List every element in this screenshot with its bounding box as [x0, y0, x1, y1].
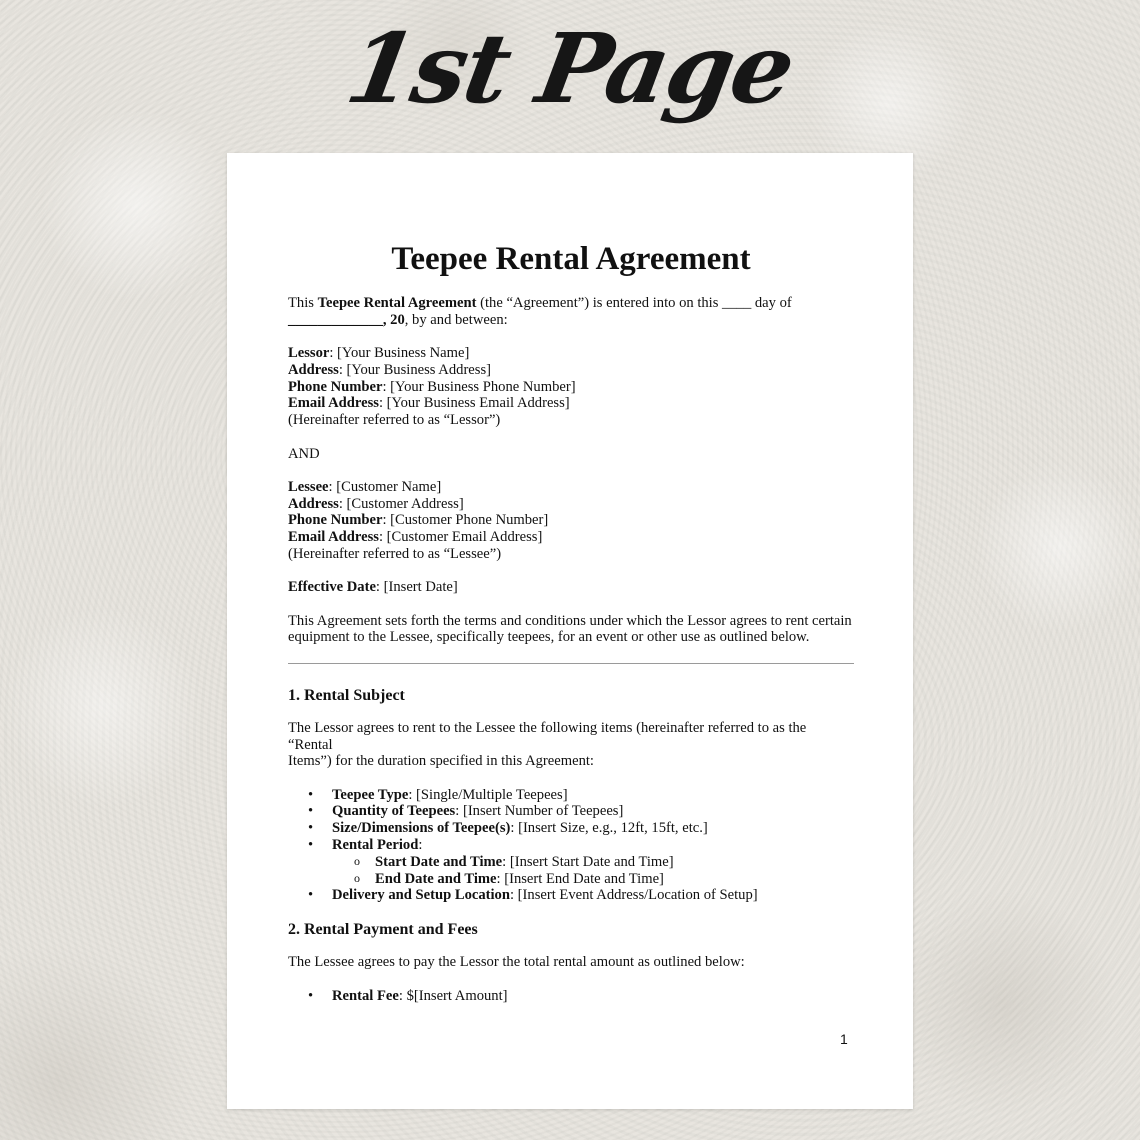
rental-period-sublist	[332, 854, 854, 888]
intro-paragraph: This Teepee Rental Agreement (the “Agreement”) is entered into on this ____ day of _____________, 20, by and between:	[288, 295, 792, 328]
purpose-paragraph: This Agreement sets forth the terms and conditions under which the Lessor agrees to rent certain equipment to the Lessee, specifically teepees, for an event or other use as outlined below.	[288, 612, 852, 646]
payment-items-list	[288, 988, 854, 1005]
effective-date-line: Effective Date: [Insert Date]	[288, 579, 458, 596]
lessee-phone-line: Phone Number: [Customer Phone Number]	[288, 512, 549, 529]
lessor-address-line: Address: [Your Business Address]	[288, 361, 491, 378]
page-banner-title: 1st Page	[338, 12, 802, 125]
lessee-referred-line: (Hereinafter referred to as “Lessee”)	[288, 546, 502, 563]
rental-subject-intro: The Lessor agrees to rent to the Lessee the following items (hereinafter referred to as the “Rental Items”) for the duration specified in this Agreement:	[288, 719, 807, 770]
lessee-block	[288, 479, 854, 563]
list-item: • Rental Fee: $[Insert Amount]	[288, 988, 854, 1005]
lessee-email-line: Email Address: [Customer Email Address]	[288, 529, 543, 546]
and-separator: AND	[288, 445, 320, 462]
horizontal-divider	[288, 663, 854, 664]
list-item: • Size/Dimensions of Teepee(s): [Insert Size, e.g., 12ft, 15ft, etc.]	[288, 820, 854, 837]
lessor-phone-line: Phone Number: [Your Business Phone Number]	[288, 378, 576, 395]
lessor-name-line: Lessor: [Your Business Name]	[288, 345, 470, 362]
lessee-address-line: Address: [Customer Address]	[288, 495, 464, 512]
document-title: Teepee Rental Agreement	[391, 241, 751, 277]
page-number: 1	[840, 1031, 848, 1047]
lessor-email-line: Email Address: [Your Business Email Address]	[288, 395, 570, 412]
section-heading-rental-subject: 1. Rental Subject	[288, 686, 405, 704]
section-heading-rental-payment: 2. Rental Payment and Fees	[288, 921, 478, 939]
rental-payment-intro: The Lessee agrees to pay the Lessor the total rental amount as outlined below:	[288, 954, 745, 971]
document-content	[288, 239, 854, 1020]
lessee-name-line: Lessee: [Customer Name]	[288, 478, 442, 495]
sub-list-item: o End Date and Time: [Insert End Date and Time]	[332, 871, 854, 888]
list-item: • Teepee Type: [Single/Multiple Teepees]	[288, 787, 854, 804]
rental-items-list	[288, 787, 854, 905]
lessor-block	[288, 345, 854, 429]
lessor-referred-line: (Hereinafter referred to as “Lessor”)	[288, 412, 501, 429]
sub-list-item: o Start Date and Time: [Insert Start Date and Time]	[332, 854, 854, 871]
list-item: • Delivery and Setup Location: [Insert Event Address/Location of Setup]	[288, 887, 854, 904]
list-item: • Rental Period: o Start Date and Time: [Insert Start Date and Time] o End Date and Time: [Insert End Date and Time]	[288, 837, 854, 887]
list-item: • Quantity of Teepees: [Insert Number of Teepees]	[288, 803, 854, 820]
document-page	[227, 153, 913, 1109]
